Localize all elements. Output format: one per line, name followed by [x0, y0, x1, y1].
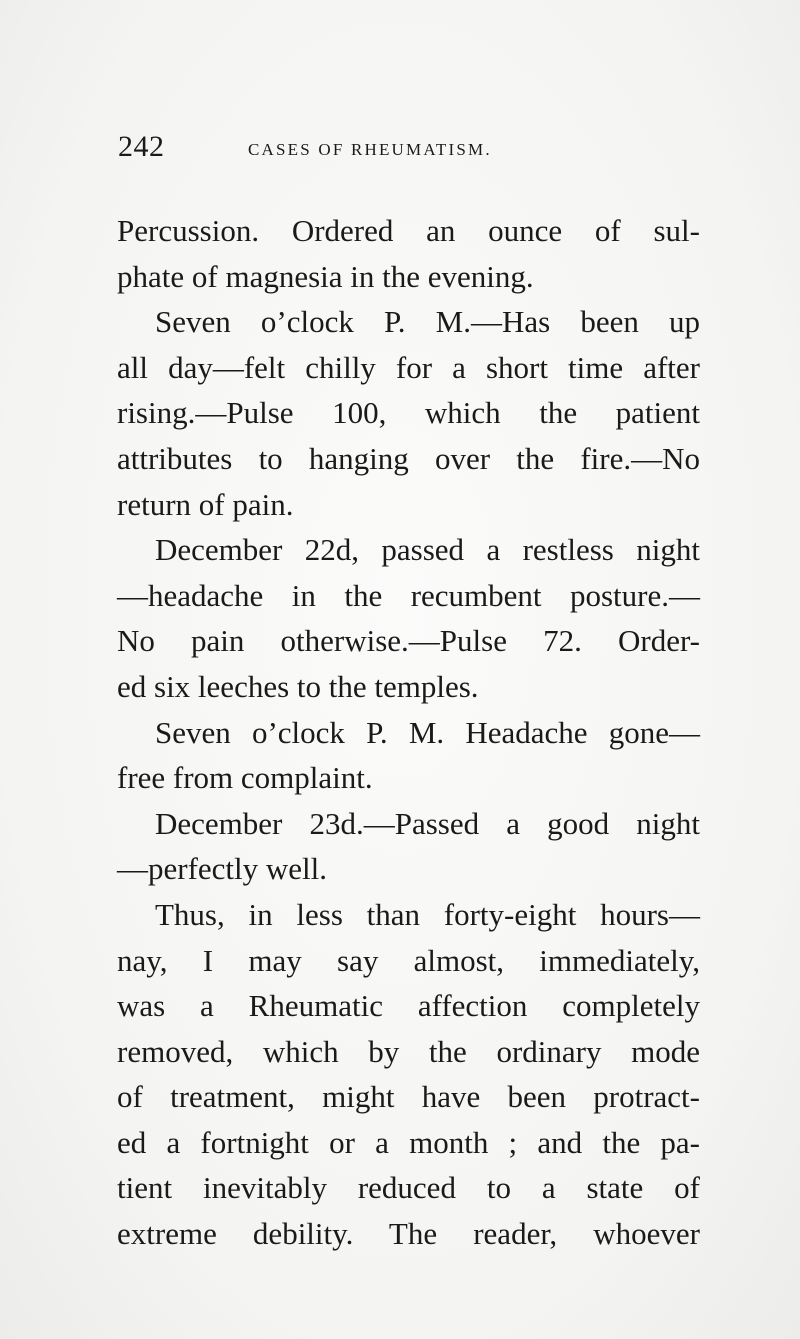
text-line: return of pain.: [117, 486, 294, 522]
text-line: December 23d.—Passed a good night: [155, 805, 700, 841]
text-line: —perfectly well.: [117, 851, 328, 887]
text-line: rising.—Pulse 100, which the patient: [117, 395, 700, 431]
text-line: phate of magnesia in the evening.: [117, 258, 534, 294]
text-line: attributes to hanging over the fire.—No: [117, 440, 700, 476]
text-line: extreme debility. The reader, whoever: [117, 1216, 700, 1252]
text-line: of treatment, might have been protract-: [117, 1079, 700, 1115]
text-line: December 22d, passed a restless night: [155, 532, 700, 568]
text-line: ed six leeches to the temples.: [117, 668, 479, 704]
running-head: CASES OF RHEUMATISM.: [248, 140, 492, 159]
page-number: 242: [118, 130, 165, 163]
text-line: nay, I may say almost, immediately,: [117, 942, 700, 978]
text-line: No pain otherwise.—Pulse 72. Order-: [117, 623, 700, 659]
page-header: [118, 130, 698, 170]
text-line: Seven o’clock P. M. Headache gone—: [155, 714, 700, 750]
text-line: Seven o’clock P. M.—Has been up: [155, 304, 700, 340]
text-line: ed a fortnight or a month ; and the pa-: [117, 1124, 700, 1160]
body-text: [117, 208, 700, 1257]
text-line: Thus, in less than forty-eight hours—: [155, 896, 700, 932]
text-line: all day—felt chilly for a short time after: [117, 349, 700, 385]
text-line: free from complaint.: [117, 760, 373, 796]
text-line: was a Rheumatic affection completely: [117, 988, 700, 1024]
text-line: Percussion. Ordered an ounce of sul-: [117, 213, 700, 248]
text-line: removed, which by the ordinary mode: [117, 1033, 700, 1069]
text-line: tient inevitably reduced to a state of: [117, 1170, 700, 1206]
text-line: —headache in the recumbent posture.—: [117, 577, 700, 613]
